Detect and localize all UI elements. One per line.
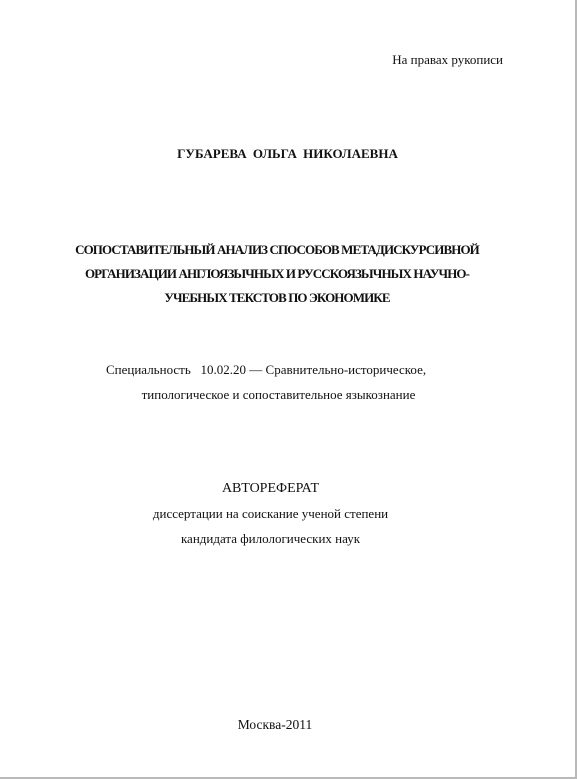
specialty-block [0, 357, 575, 407]
specialty-line-2: типологическое и сопоставительное языкознание [141, 387, 416, 402]
manuscript-rights-note: На правах рукописи [392, 52, 503, 67]
abstract-heading: АВТОРЕФЕРАТ [221, 481, 320, 496]
city-year: Москва-2011 [237, 717, 313, 732]
title-line-3: УЧЕБНЫХ ТЕКСТОВ ПО ЭКОНОМИКЕ [164, 290, 390, 305]
author-name: ГУБАРЕВА ОЛЬГА НИКОЛАЕВНА [177, 146, 398, 161]
dissertation-title [36, 238, 518, 310]
specialty-line-1: Специальность 10.02.20 — Сравнительно-историческое, [106, 362, 427, 377]
title-line-1: СОПОСТАВИТЕЛЬНЫЙ АНАЛИЗ СПОСОБОВ МЕТАДИСКУРСИВНОЙ [75, 242, 479, 257]
abstract-block [0, 476, 541, 551]
abstract-line-1: диссертации на соискание ученой степени [152, 506, 389, 521]
title-line-2: ОРГАНИЗАЦИИ АНГЛОЯЗЫЧНЫХ И РУССКОЯЗЫЧНЫХ НАУЧНО- [84, 266, 470, 281]
abstract-line-2: кандидата филологических наук [180, 531, 361, 546]
